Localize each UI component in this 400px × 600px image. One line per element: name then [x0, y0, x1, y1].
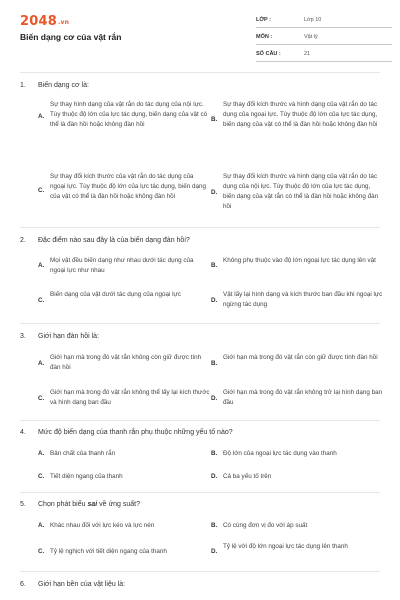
question-number: 6. — [20, 581, 26, 588]
question-text: Giới hạn bền của vật liệu là: — [38, 581, 126, 588]
option-label: A. — [38, 522, 45, 529]
question-text: Giới hạn đàn hồi là: — [38, 333, 100, 340]
question-text — [38, 501, 378, 508]
option-text: Sự thay đổi kích thước và hình dạng của vật rắn do tác dụng của nội lực. Tùy thuộc độ lớn của lực tác dụng, biến dạng của vật rắn có thể là đàn hồi hoặc không đàn hồi — [223, 173, 379, 210]
question-emphasis: sai — [87, 501, 98, 508]
option-text: Có cùng đơn vị đo với áp suất — [223, 522, 308, 529]
option-text: Tiết diện ngang của thanh — [50, 473, 123, 480]
logo-suffix: .vn — [57, 19, 70, 26]
question-divider — [20, 323, 380, 324]
option-label: D. — [211, 297, 218, 304]
meta-count — [256, 48, 392, 62]
question-number: 4. — [20, 429, 26, 436]
option-text: Không phụ thuộc vào độ lớn ngoại lực tác dụng lên vật — [223, 257, 376, 264]
option-label: B. — [211, 522, 218, 529]
question-divider — [20, 492, 380, 493]
option-text: Mọi vật đều biến dạng như nhau dưới tác dụng của ngoại lực như nhau — [50, 257, 194, 274]
document-header — [20, 14, 380, 66]
option-label: C. — [38, 395, 45, 402]
option-text: Sự thay đổi kích thước của vật rắn do tác dụng của ngoại lực. Tùy thuộc độ lớn của lực tác dụng, biến dạng của vật có thể là đàn hồi hoặc không đàn hồi — [50, 173, 206, 200]
meta-class — [256, 14, 392, 28]
option-label: D. — [211, 395, 218, 402]
question-text: Đặc điểm nào sau đây là của biến dạng đàn hồi? — [38, 237, 190, 244]
option-label: B. — [211, 360, 218, 367]
meta-subject-value: Vật lý — [304, 34, 318, 40]
option-label: B. — [211, 116, 218, 123]
option-label: B. — [211, 262, 218, 269]
option-text: Khác nhau đối với lực kéo và lực nén — [50, 522, 155, 529]
option-text: Giới hạn mà trong đó vật rắn không thể lấy lại kích thước và hình dạng ban đầu — [50, 389, 210, 406]
option-text: Giới hạn mà trong đó vật rắn không trở lại hình dạng ban đầu — [223, 389, 383, 406]
option-text: Giới hạn mà trong đó vật rắn không còn giữ được tính đàn hồi — [50, 354, 202, 371]
option-label: D. — [211, 473, 218, 480]
question-text: Biến dạng cơ là: — [38, 82, 89, 89]
question-divider — [20, 227, 380, 228]
option-label: C. — [38, 473, 45, 480]
option-text: Tỷ lệ với độ lớn ngoại lực tác dụng lên thanh — [223, 543, 348, 550]
question-divider — [20, 571, 380, 572]
option-text: Sự thay đổi kích thước và hình dạng của vật rắn do tác dụng của ngoại lực. Tùy thuộc độ lớn của lực tác dụng, biến dạng của vật có thể là đàn hồi hoặc không đàn hồi — [223, 101, 378, 128]
option-label: B. — [211, 450, 218, 457]
question-divider — [20, 420, 380, 421]
question-number: 3. — [20, 333, 26, 340]
option-text: Vật lấy lại hình dạng và kích thước ban đầu khi ngoại lực ngừng tác dụng — [223, 291, 383, 308]
option-label: A. — [38, 113, 45, 120]
option-text: Tỷ lệ nghịch với tiết diện ngang của thanh — [50, 548, 167, 555]
option-label: A. — [38, 360, 45, 367]
question-number: 2. — [20, 237, 26, 244]
option-text: Biến dạng của vật dưới tác dụng của ngoại lực — [50, 291, 181, 298]
meta-subject-key: MÔN : — [256, 34, 273, 40]
option-label: D. — [211, 189, 218, 196]
option-text: Bản chất của thanh rắn — [50, 450, 116, 457]
site-logo[interactable] — [20, 14, 69, 29]
meta-count-key: SỐ CÂU : — [256, 51, 281, 57]
option-text: Độ lớn của ngoại lực tác dụng vào thanh — [223, 450, 337, 457]
question-text-before: Chọn phát biểu — [38, 501, 88, 508]
option-text: Giới hạn mà trong đó vật rắn còn giữ được tính đàn hồi — [223, 354, 378, 361]
header-divider — [20, 72, 380, 73]
question-number: 5. — [20, 501, 26, 508]
option-text: Sự thay hình dạng của vật rắn do tác dụng của nội lực. Tùy thuộc độ lớn của lực tác dụng, biến dạng của vật có thể là đàn hồi hoặc không đàn hồi — [50, 101, 208, 128]
meta-class-key: LỚP : — [256, 17, 271, 23]
question-number: 1. — [20, 82, 26, 89]
question-text-after: về ứng suất? — [97, 501, 140, 508]
option-label: D. — [211, 548, 218, 555]
meta-count-value: 21 — [304, 51, 311, 57]
meta-class-value: Lớp 10 — [304, 17, 322, 23]
logo-text: 2048 — [20, 14, 57, 29]
option-label: C. — [38, 187, 45, 194]
option-text: Cả ba yếu tố trên — [223, 473, 272, 480]
option-label: C. — [38, 548, 45, 555]
option-label: A. — [38, 450, 45, 457]
meta-subject — [256, 31, 392, 45]
question-text: Mức độ biến dạng của thanh rắn phụ thuộc những yếu tố nào? — [38, 429, 233, 436]
option-label: C. — [38, 297, 45, 304]
option-label: A. — [38, 262, 45, 269]
document-title: Biến dạng cơ của vật rắn — [20, 32, 122, 42]
